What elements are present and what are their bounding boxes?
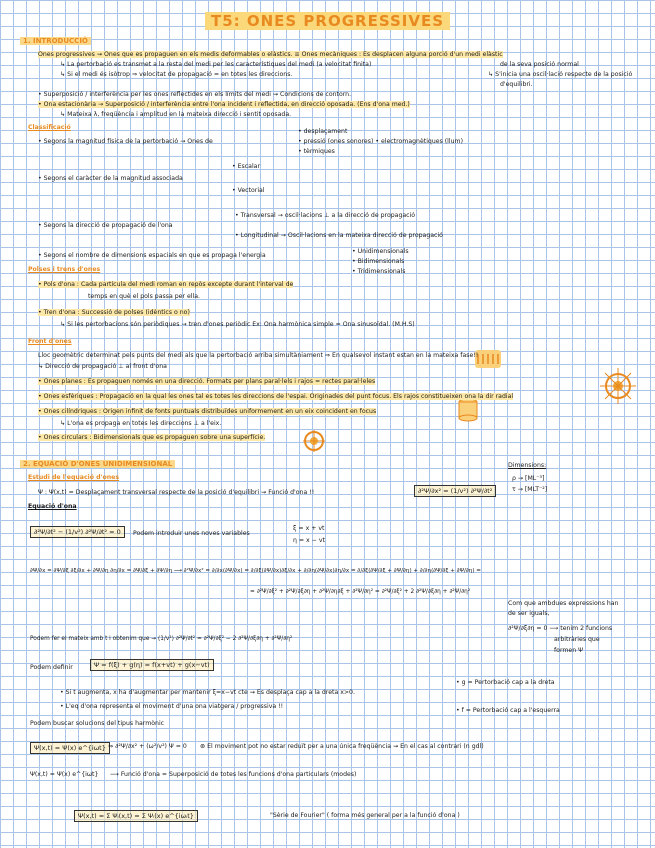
intro-line: de la seva posició normal bbox=[500, 61, 579, 68]
wave-line: • L'eq d'ona representa el moviment d'una ona viatgera / progressiva !! bbox=[60, 703, 284, 710]
fourier-note: "Sèrie de Fourier" ( forma més general per a la funció d'ona ) bbox=[270, 812, 460, 819]
subheading: Equació d'ona bbox=[28, 503, 77, 510]
intro-line: • pressió (ones sonores) • electromagnètiques (llum) bbox=[298, 138, 463, 145]
general-solution-box: Ψ = f(ξ) + g(η) = f(x+vt) + g(x−vt) bbox=[90, 659, 214, 671]
cylinder-icon bbox=[458, 398, 478, 422]
intro-line: Ones progressives ⇝ Ones que es propaguen en els medis deformables o elàstics. ≡ Ones mecàniques : Es desplacen alguna porció d'un medi elàstic bbox=[38, 51, 503, 58]
wave-line: Podem introduir unes noves variables bbox=[133, 530, 250, 537]
derivation-line: ∂Ψ/∂x = ∂Ψ/∂ξ ∂ξ/∂x + ∂Ψ/∂η ∂η/∂x = ∂Ψ/∂ξ + ∂Ψ/∂η ⟶ ∂²Ψ/∂x² = ∂/∂x(∂Ψ/∂x) = ∂/∂ξ(∂Ψ/∂x)∂ξ/∂x + ∂/∂η(∂Ψ/∂x)∂η/∂x = ∂/∂ξ(∂Ψ/∂ξ + ∂Ψ/∂η) + ∂/∂η(∂Ψ/∂ξ + ∂Ψ/∂η) = bbox=[30, 568, 481, 574]
subheading: Front d'ones bbox=[28, 338, 72, 345]
intro-line: ↳ Mateixa λ, freqüència i amplitud en la mateixa direcció i sentit oposada. bbox=[60, 111, 292, 118]
intro-line: • tèrmiques bbox=[298, 148, 335, 155]
intro-line: • Bidimensionals bbox=[352, 258, 405, 265]
section-introduction: 1. INTRODUCCIÓ bbox=[20, 37, 91, 45]
target-icon bbox=[303, 430, 325, 452]
note-line: de ser iguals, bbox=[508, 610, 550, 617]
intro-line: • Ones cilíndriques : Origen infinit de fonts puntuals distribuïdes uniformement en un eix coincident en focus bbox=[38, 408, 377, 415]
dimension-rho: ρ → [ML⁻³] bbox=[512, 475, 545, 482]
intro-line: • Superposició / interferència per les ones reflectides en els límits del medi ⇝ Condicions de contorn. bbox=[38, 91, 352, 98]
section-wave-equation: 2. EQUACIÓ D'ONES UNIDIMENSIONAL bbox=[20, 460, 175, 468]
intro-line: ↳ Direcció de propagació ⊥ al front d'ona bbox=[38, 363, 167, 370]
intro-line: • Tren d'ona : Successió de polses (idèntics o no) bbox=[38, 309, 190, 316]
intro-line: • Segons la magnitud física de la pertorbació → Ones de bbox=[38, 138, 213, 145]
wave-line: Podem buscar solucions del tipus harmònic bbox=[30, 720, 165, 727]
wave-line: Ψ : Ψ(x,t) = Desplaçament transversal respecte de la posició d'equilibri ⇝ Funció d'ona !! bbox=[38, 489, 315, 496]
wave-icon bbox=[475, 350, 501, 368]
intro-line: Lloc geomètric determinat pels punts del medi als que la pertorbació arriba simultàniament ⇒ En qualsevol instant estan en la mateixa fase!! bbox=[38, 352, 479, 359]
harmonic-solution-box: Ψ(x,t) = Ψ(x) e^{iωt} bbox=[30, 742, 110, 754]
intro-line: • Pols d'ona : Cada partícula del medi roman en repòs excepte durant l'interval de bbox=[38, 281, 294, 288]
intro-line: • Segons el caràcter de la magnitud associada bbox=[38, 175, 183, 182]
note-line: arbitràries que bbox=[554, 636, 600, 643]
intro-line: • Unidimensionals bbox=[352, 248, 409, 255]
intro-line: • Tridimensionals bbox=[352, 268, 406, 275]
page-title: T5: ONES PROGRESSIVES bbox=[0, 12, 655, 30]
note-line: formen Ψ bbox=[554, 647, 583, 654]
intro-line: ↳ La pertorbació es transmet a la resta del medi per les característiques del medi (a velocitat finita) bbox=[60, 61, 372, 68]
intro-line: • Longitudinal → Oscil·lacions en la mateixa direcció de propagació bbox=[235, 232, 443, 239]
wave-line: Ψ(x,t) = Ψ(x) e^{iωt} bbox=[30, 771, 99, 778]
direction-note: • f = Pertorbació cap a l'esquerra bbox=[456, 707, 560, 714]
intro-line: • Vectorial bbox=[232, 187, 265, 194]
subheading: Classificació bbox=[28, 124, 71, 131]
dimensions-label: Dimensions: bbox=[508, 462, 547, 469]
wave-line: ξ = x + vt bbox=[293, 525, 325, 532]
fourier-series-box: Ψ(x,t) = Σ Ψᵢ(x,t) = Σ Ψᵢ(x) e^{iωᵢt} bbox=[74, 810, 198, 822]
intro-line: ↳ Si el medi és isòtrop ⇒ velocitat de propagació = en totes les direccions. bbox=[60, 71, 293, 78]
note-line: Com que ambdues expressions han bbox=[508, 600, 619, 607]
intro-line: ↳ S'inicia una oscil·lació respecte de la posició bbox=[488, 71, 633, 78]
direction-note: • g = Pertorbació cap a la dreta bbox=[456, 679, 555, 686]
intro-line: d'equilibri. bbox=[500, 81, 533, 88]
intro-line: • Segons la direcció de propagació de l'ona bbox=[38, 222, 173, 229]
note-line: ∂²Ψ/∂ξ∂η = 0 ⟶ tenim 2 funcions bbox=[508, 625, 613, 632]
wave-line: ⇒ ∂²Ψ/∂x² + (ω²/v²) Ψ = 0 bbox=[108, 743, 187, 750]
intro-line: temps en què el pols passa per ella. bbox=[88, 293, 200, 300]
intro-line: ↳ L'ona es propaga en totes les direccions ⊥ a l'eix. bbox=[60, 420, 222, 427]
wave-line: ⊛ El moviment pot no estar reduït per a una única freqüència ⇝ En el cas al contrari (n gdl) bbox=[200, 743, 484, 750]
wave-equation-box: ∂²Ψ/∂x² = (1/v²) ∂²Ψ/∂t² bbox=[414, 485, 496, 497]
intro-line: • Ones esfèriques : Propagació en la qual les ones tal es totes les direccions de l'espai. Originades del punt focus. Els rajos constitueixen ona la dir radial bbox=[38, 393, 514, 400]
intro-line: • Escalar bbox=[232, 163, 260, 170]
wave-line: Podem definir bbox=[30, 664, 73, 671]
wave-line: ⟶ Funció d'ona = Superposició de totes les funcions d'ona particulars (modes) bbox=[110, 771, 357, 778]
subheading: Polses i trens d'ones bbox=[28, 266, 101, 273]
wave-line: η = x − vt bbox=[293, 537, 325, 544]
dimension-tau: τ → [MLT⁻²] bbox=[512, 486, 548, 493]
subheading: Estudi de l'equació d'ones bbox=[28, 474, 120, 481]
sun-target-icon bbox=[600, 368, 636, 404]
intro-line: • Ones planes : Es propaguen només en una direcció. Formats per plans paral·lels i rajos = rectes paral·leles bbox=[38, 378, 376, 385]
wave-equation-box-2: ∂²Ψ/∂t² − (1/v²) ∂²Ψ/∂t² = 0 bbox=[30, 526, 125, 538]
intro-line: • Transversal → oscil·lacions ⊥ a la direcció de propagació bbox=[235, 212, 416, 219]
intro-line: • Ona estacionària → Superposició / interferència entre l'ona incident i reflectida, en direcció oposada. (Ens d'ona med.) bbox=[38, 101, 410, 108]
derivation-line: = ∂²Ψ/∂ξ² + ∂²Ψ/∂ξ∂η + ∂²Ψ/∂η∂ξ + ∂²Ψ/∂η² = ∂²Ψ/∂ξ² + 2 ∂²Ψ/∂ξ∂η + ∂²Ψ/∂η² bbox=[250, 589, 471, 595]
wave-line: Podem fer el mateix amb t i obtenim que → (1/v²) ∂²Ψ/∂t² = ∂²Ψ/∂ξ² − 2 ∂²Ψ/∂ξ∂η + ∂²Ψ/∂η² bbox=[30, 636, 293, 642]
wave-line: • Si t augmenta, x ha d'augmentar per mantenir ξ=x−vt cte ⇝ Es desplaça cap a la dreta x>0. bbox=[60, 689, 355, 696]
intro-line: • Segons el nombre de dimensions espacials en que es propaga l'energia bbox=[38, 252, 266, 259]
intro-line: ↳ Si les pertorbacions són periòdiques → tren d'ones periòdic Ex: Ona harmònica simple = Ona sinusoïdal. (M.H.S) bbox=[60, 321, 415, 328]
intro-line: • desplaçament bbox=[298, 128, 348, 135]
intro-line: • Ones circulars : Bidimensionals que es propaguen sobre una superfície. bbox=[38, 434, 266, 441]
